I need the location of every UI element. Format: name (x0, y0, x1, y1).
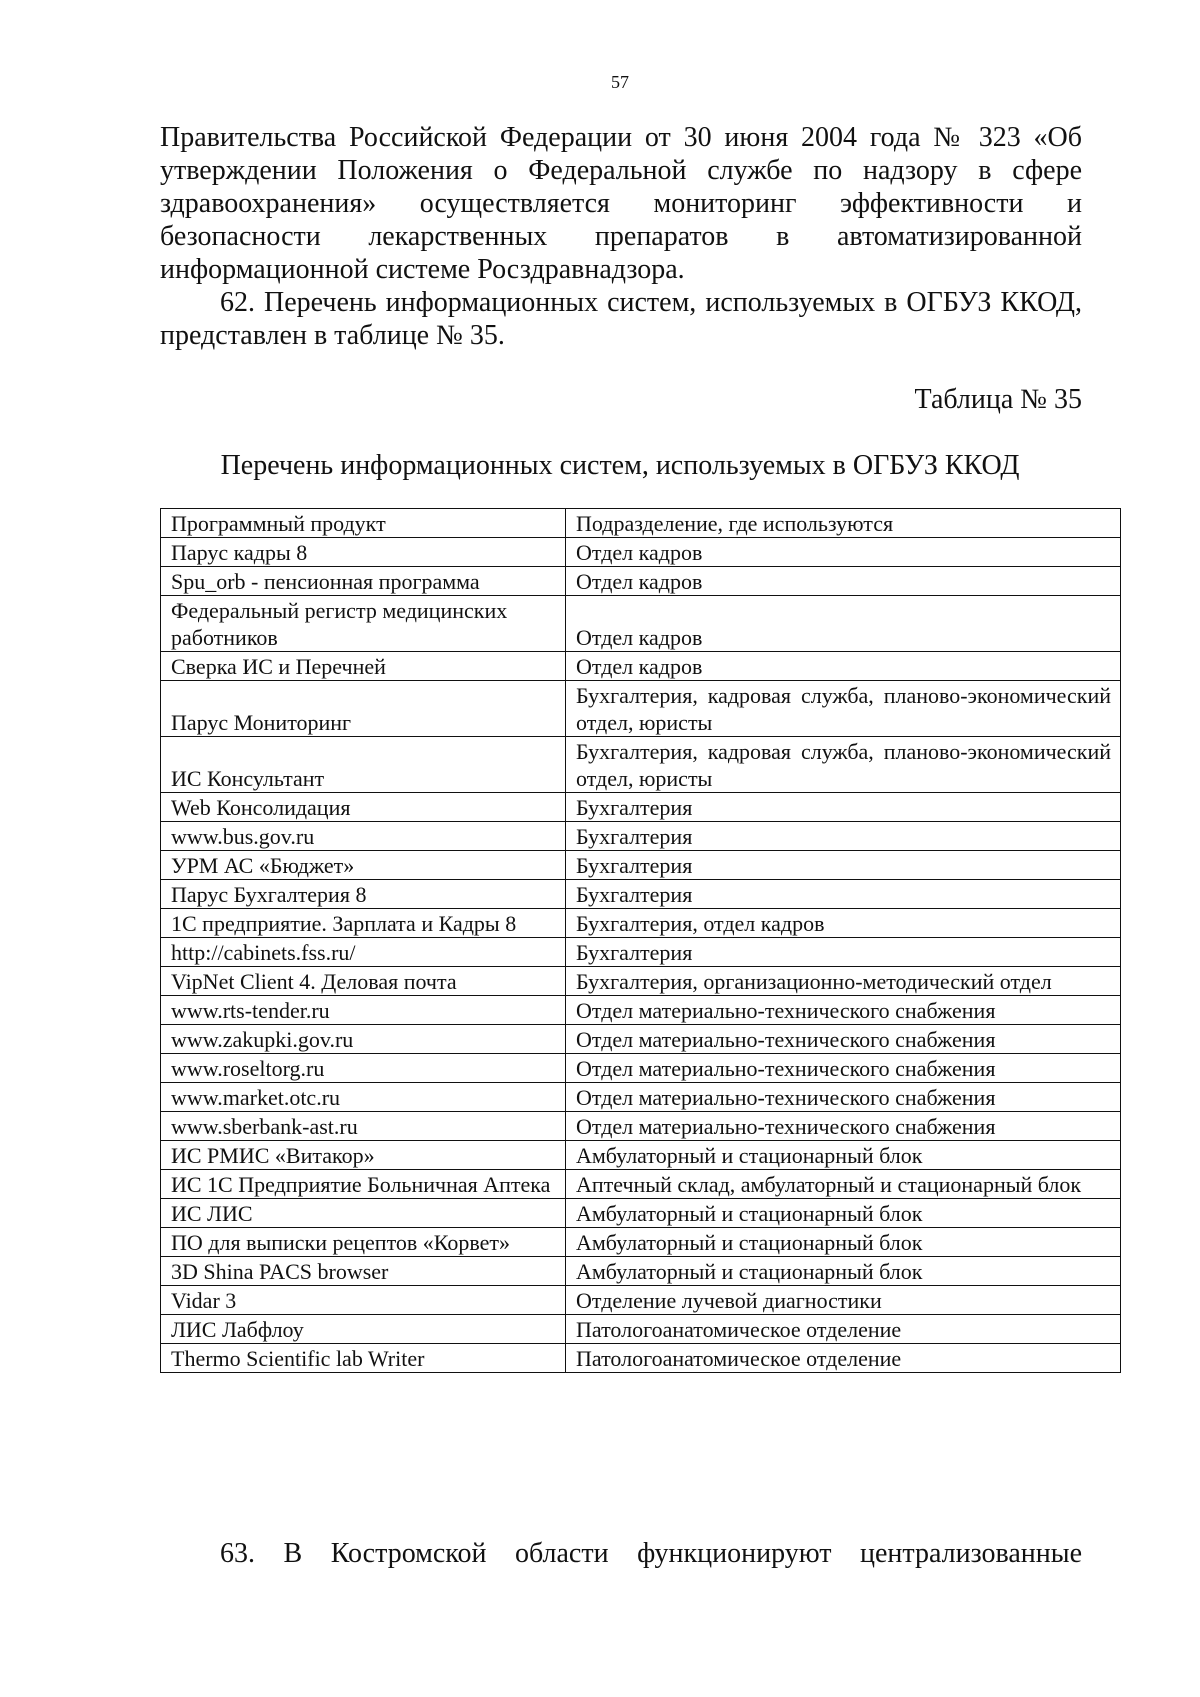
table-title: Перечень информационных систем, используемых в ОГБУЗ ККОД (220, 450, 1020, 481)
product-cell: ИС 1С Предприятие Больничная Аптека (161, 1170, 566, 1199)
paragraph-63: 63. В Костромской области функционируют централизованные (220, 1538, 1082, 1569)
department-cell: Отдел кадров (566, 538, 1121, 567)
product-cell: www.sberbank-ast.ru (161, 1112, 566, 1141)
department-cell: Отдел материально-технического снабжения (566, 1054, 1121, 1083)
department-cell: Бухгалтерия (566, 793, 1121, 822)
table-header-row (161, 509, 1121, 538)
product-cell: Vidar 3 (161, 1286, 566, 1315)
department-cell: Аптечный склад, амбулаторный и стационарный блок (566, 1170, 1121, 1199)
table-row (161, 793, 1121, 822)
table-row (161, 1141, 1121, 1170)
table-row (161, 909, 1121, 938)
product-cell: ИС ЛИС (161, 1199, 566, 1228)
product-cell: VipNet Client 4. Деловая почта (161, 967, 566, 996)
product-cell: Spu_orb - пенсионная программа (161, 567, 566, 596)
department-cell: Бухгалтерия, кадровая служба, планово-экономический отдел, юристы (566, 737, 1121, 793)
department-cell: Амбулаторный и стационарный блок (566, 1228, 1121, 1257)
product-cell: ИС РМИС «Витакор» (161, 1141, 566, 1170)
department-cell: Отдел материально-технического снабжения (566, 996, 1121, 1025)
product-cell: 3D Shina PACS browser (161, 1257, 566, 1286)
department-cell: Отдел кадров (566, 567, 1121, 596)
department-cell: Отделение лучевой диагностики (566, 1286, 1121, 1315)
department-cell: Отдел материально-технического снабжения (566, 1083, 1121, 1112)
product-cell: Федеральный регистр медицинских работников (161, 596, 566, 652)
table-row (161, 596, 1121, 652)
table-row (161, 1228, 1121, 1257)
department-cell: Бухгалтерия (566, 851, 1121, 880)
product-cell: УРМ АС «Бюджет» (161, 851, 566, 880)
department-cell: Бухгалтерия, отдел кадров (566, 909, 1121, 938)
product-cell: http://cabinets.fss.ru/ (161, 938, 566, 967)
department-cell: Амбулаторный и стационарный блок (566, 1199, 1121, 1228)
product-cell: Парус кадры 8 (161, 538, 566, 567)
product-cell: ИС Консультант (161, 737, 566, 793)
department-cell: Бухгалтерия, организационно-методический отдел (566, 967, 1121, 996)
column-header-department: Подразделение, где используются (566, 509, 1121, 538)
table-row (161, 1112, 1121, 1141)
table-row (161, 538, 1121, 567)
table-row (161, 938, 1121, 967)
table-row (161, 1170, 1121, 1199)
product-cell: Thermo Scientific lab Writer (161, 1344, 566, 1373)
department-cell: Бухгалтерия (566, 822, 1121, 851)
department-cell: Патологоанатомическое отделение (566, 1344, 1121, 1373)
table-row (161, 880, 1121, 909)
table-row (161, 652, 1121, 681)
product-cell: www.market.otc.ru (161, 1083, 566, 1112)
product-cell: Web Консолидация (161, 793, 566, 822)
table-row (161, 1054, 1121, 1083)
product-cell: Сверка ИС и Перечней (161, 652, 566, 681)
department-cell: Отдел материально-технического снабжения (566, 1112, 1121, 1141)
systems-table (160, 508, 1121, 1373)
product-cell: www.rts-tender.ru (161, 996, 566, 1025)
paragraph-62: 62. Перечень информационных систем, используемых в ОГБУЗ ККОД, представлен в таблице № 35. (160, 287, 1082, 351)
table-row (161, 1344, 1121, 1373)
product-cell: ЛИС Лабфлоу (161, 1315, 566, 1344)
table-row (161, 567, 1121, 596)
product-cell: www.zakupki.gov.ru (161, 1025, 566, 1054)
department-cell: Бухгалтерия (566, 938, 1121, 967)
table-row (161, 851, 1121, 880)
table-row (161, 1025, 1121, 1054)
table-row (161, 681, 1121, 737)
table-row (161, 737, 1121, 793)
department-cell: Бухгалтерия, кадровая служба, планово-экономический отдел, юристы (566, 681, 1121, 737)
department-cell: Патологоанатомическое отделение (566, 1315, 1121, 1344)
product-cell: 1С предприятие. Зарплата и Кадры 8 (161, 909, 566, 938)
table-row (161, 822, 1121, 851)
table-label: Таблица № 35 (914, 384, 1082, 415)
table-row (161, 1257, 1121, 1286)
product-cell: www.bus.gov.ru (161, 822, 566, 851)
table-row (161, 996, 1121, 1025)
product-cell: www.roseltorg.ru (161, 1054, 566, 1083)
paragraph-intro: Правительства Российской Федерации от 30 июня 2004 года № 323 «Об утверждении Положения о Федеральной службе по надзору в сфере здравоохранения» осуществляется мониторинг эффективности и безопасности лекарственных препаратов в автоматизированной информационной системе Росздравнадзора. (160, 122, 1082, 285)
product-cell: ПО для выписки рецептов «Корвет» (161, 1228, 566, 1257)
page-number: 57 (611, 72, 629, 92)
product-cell: Парус Бухгалтерия 8 (161, 880, 566, 909)
table-row (161, 967, 1121, 996)
table-row (161, 1315, 1121, 1344)
table-row (161, 1286, 1121, 1315)
department-cell: Отдел кадров (566, 652, 1121, 681)
table-row (161, 1199, 1121, 1228)
product-cell: Парус Мониторинг (161, 681, 566, 737)
department-cell: Отдел материально-технического снабжения (566, 1025, 1121, 1054)
department-cell: Отдел кадров (566, 596, 1121, 652)
department-cell: Бухгалтерия (566, 880, 1121, 909)
department-cell: Амбулаторный и стационарный блок (566, 1141, 1121, 1170)
department-cell: Амбулаторный и стационарный блок (566, 1257, 1121, 1286)
column-header-product: Программный продукт (161, 509, 566, 538)
table-row (161, 1083, 1121, 1112)
